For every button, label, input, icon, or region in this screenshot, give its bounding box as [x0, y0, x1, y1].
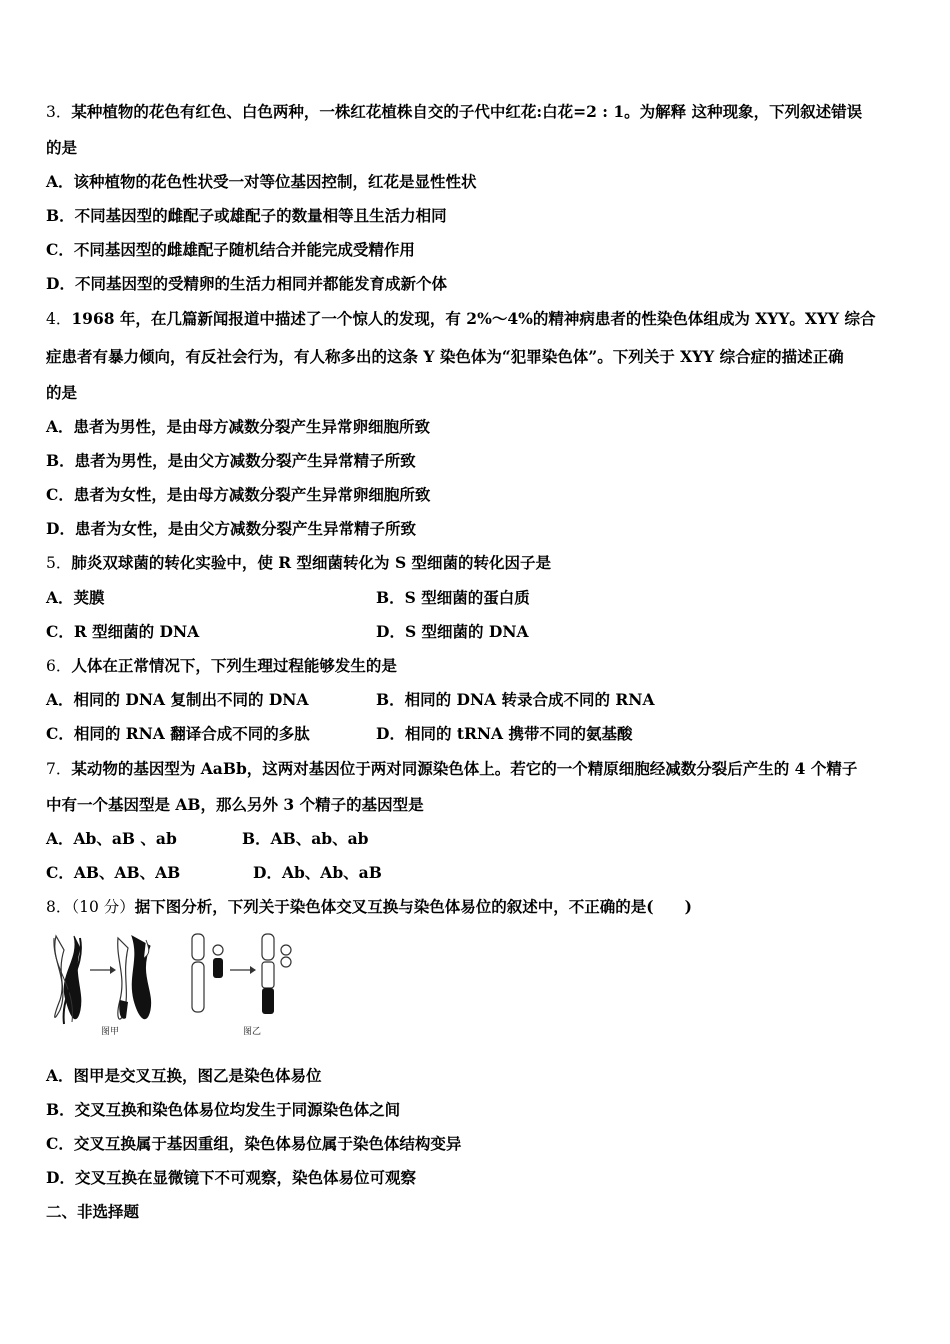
q4-stem-line1: 4．1968 年，在几篇新闻报道中描述了一个惊人的发现，有 2%～4%的精神病患者的性染色体组成为 XYY。XYY 综合 — [46, 309, 876, 328]
q5-stem: 5．肺炎双球菌的转化实验中，使 R 型细菌转化为 S 型细菌的转化因子是 — [46, 553, 552, 572]
q4-stem-line2: 症患者有暴力倾向，有反社会行为，有人称多出的这条 Y 染色体为“犯罪染色体”。下列关于 XYY 综合症的描述正确 — [46, 347, 844, 366]
q6-number: 6． — [46, 657, 72, 675]
fig-a-arrow — [90, 966, 116, 974]
q6-option-d: D．相同的 tRNA 携带不同的氨基酸 — [376, 724, 633, 743]
q7-option-d: D．Ab、Ab、aB — [253, 863, 382, 882]
q3-option-d: D．不同基因型的受精卵的生活力相同并都能发育成新个体 — [46, 274, 447, 293]
q4-option-a: A．患者为男性，是由母方减数分裂产生异常卵细胞所致 — [46, 417, 431, 436]
q5-option-b: B．S 型细菌的蛋白质 — [376, 588, 530, 607]
q3-option-c: C．不同基因型的雌雄配子随机结合并能完成受精作用 — [46, 240, 415, 259]
q8-score: （10 分） — [71, 898, 135, 916]
q8-stem: 8．（10 分）据下图分析，下列关于染色体交叉互换与染色体易位的叙述中，不正确的是( ) — [46, 897, 692, 916]
q6-option-c: C．相同的 RNA 翻译合成不同的多肽 — [46, 724, 310, 743]
q7-option-c: C．AB、AB、AB — [46, 863, 181, 882]
section-heading: 二、非选择题 — [46, 1202, 140, 1221]
q4-option-c: C．患者为女性，是由母方减数分裂产生异常卵细胞所致 — [46, 485, 431, 504]
q8-option-b: B．交叉互换和染色体易位均发生于同源染色体之间 — [46, 1100, 401, 1119]
q4-option-b: B．患者为男性，是由父方减数分裂产生异常精子所致 — [46, 451, 416, 470]
q4-stem-line3: 的是 — [46, 383, 78, 402]
fig-b-arrow — [230, 966, 256, 974]
fig-label-a: 图甲 — [101, 1027, 120, 1037]
chromosome-diagram — [46, 930, 306, 1040]
q6-option-a: A．相同的 DNA 复制出不同的 DNA — [46, 690, 309, 709]
q3-option-a: A．该种植物的花色性状受一对等位基因控制，红花是显性性状 — [46, 172, 477, 191]
q7-number: 7． — [46, 760, 72, 778]
q3-stem-line2: 的是 — [46, 138, 78, 157]
q5-option-c: C．R 型细菌的 DNA — [46, 622, 200, 641]
q3-number: 3． — [46, 103, 72, 121]
q8-number: 8． — [46, 898, 72, 916]
q3-option-b: B．不同基因型的雌配子或雄配子的数量相等且生活力相同 — [46, 206, 447, 225]
q4-option-d: D．患者为女性，是由父方减数分裂产生异常精子所致 — [46, 519, 416, 538]
q5-option-a: A．荚膜 — [46, 588, 105, 607]
q7-option-b: B．AB、ab、ab — [242, 829, 369, 848]
q8-option-a: A．图甲是交叉互换，图乙是染色体易位 — [46, 1066, 322, 1085]
fig-a-before-chromosomes — [54, 936, 81, 1024]
q4-number: 4． — [46, 310, 72, 328]
q3-stem-line1: 3．某种植物的花色有红色、白色两种，一株红花植株自交的子代中红花:白花=2 : 1。为解释 这种现象，下列叙述错误 — [46, 102, 863, 121]
q7-stem-line2: 中有一个基因型是 AB，那么另外 3 个精子的基因型是 — [46, 795, 424, 814]
fig-label-b: 图乙 — [243, 1027, 262, 1037]
fig-b-after-chromosomes — [262, 934, 291, 1014]
chromosome-figure — [46, 930, 306, 1040]
q8-option-c: C．交叉互换属于基因重组，染色体易位属于染色体结构变异 — [46, 1134, 462, 1153]
q8-option-d: D．交叉互换在显微镜下不可观察，染色体易位可观察 — [46, 1168, 416, 1187]
q5-option-d: D．S 型细菌的 DNA — [376, 622, 529, 641]
fig-a-after-chromosomes — [118, 936, 151, 1019]
q6-stem: 6．人体在正常情况下，下列生理过程能够发生的是 — [46, 656, 397, 675]
q7-stem-line1: 7．某动物的基因型为 AaBb，这两对基因位于两对同源染色体上。若它的一个精原细胞经减数分裂后产生的 4 个精子 — [46, 759, 858, 778]
fig-b-before-chromosomes — [192, 934, 223, 1012]
q7-option-a: A．Ab、aB 、ab — [46, 829, 177, 848]
q6-option-b: B．相同的 DNA 转录合成不同的 RNA — [376, 690, 655, 709]
q5-number: 5． — [46, 554, 72, 572]
